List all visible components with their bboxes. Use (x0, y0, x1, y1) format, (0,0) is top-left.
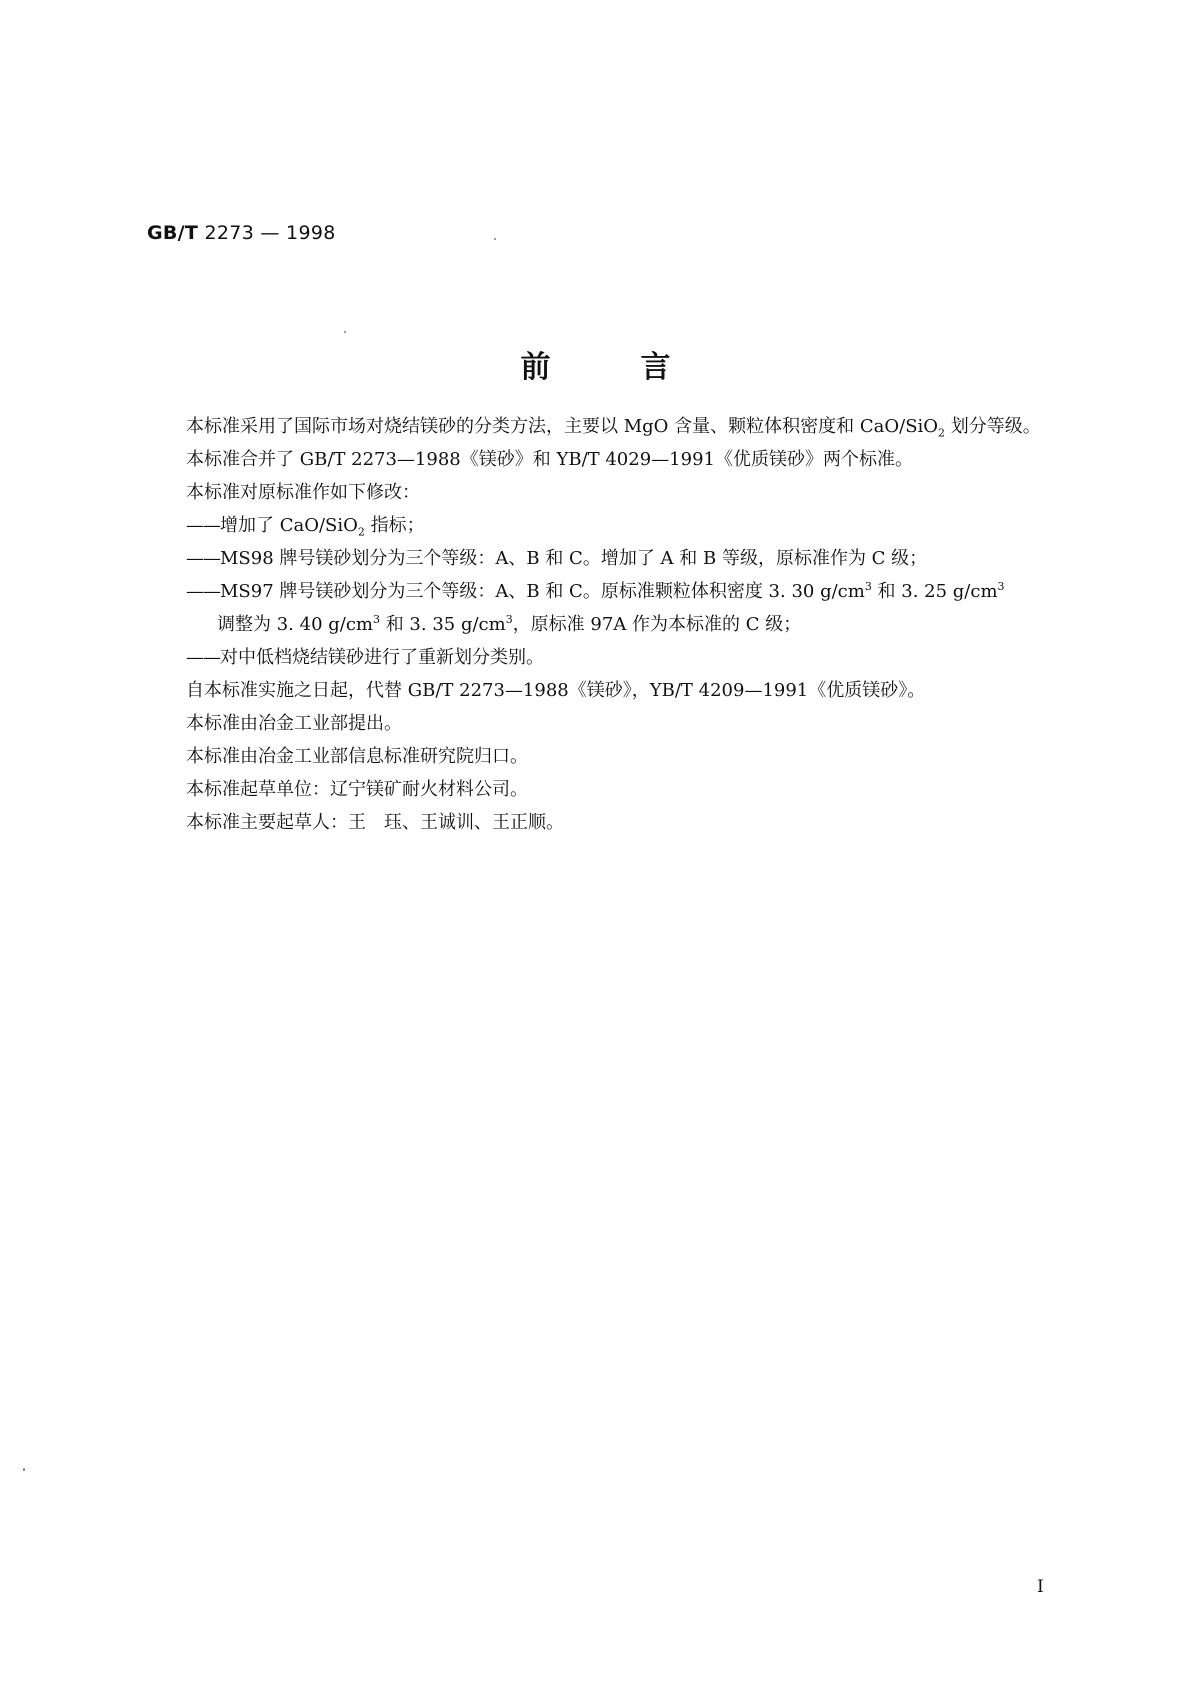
list-item-text: ，原标准 97A 作为本标准的 C 级； (512, 614, 802, 635)
list-item (148, 575, 1068, 608)
paragraph-merge: 本标准合并了 GB/T 2273—1988《镁砂》和 YB/T 4029—1991《优质镁砂》两个标准。 (186, 449, 913, 470)
list-item-text: MS97 牌号镁砂划分为三个等级：A、B 和 C。原标准颗粒体积密度 3. 30 g/cm (220, 581, 865, 602)
standard-code (147, 222, 336, 244)
subscript: 2 (357, 525, 365, 539)
list-item-text: 指标； (364, 515, 425, 536)
em-dash: —— (186, 548, 220, 569)
scan-speck (344, 331, 346, 333)
foreword-body (148, 410, 1068, 839)
paragraph-replacement: 自本标准实施之日起，代替 GB/T 2273—1988《镁砂》，YB/T 4209—1991《优质镁砂》。 (186, 680, 926, 701)
list-item-text: 和 3. 35 g/cm (379, 614, 506, 635)
list-item (148, 542, 1068, 575)
list-item-continuation (148, 608, 1068, 641)
scan-speck (494, 238, 496, 240)
em-dash: —— (186, 647, 220, 668)
subscript: 2 (938, 426, 946, 440)
paragraph-text: 划分等级。 (945, 416, 1041, 437)
paragraph-text: 本标准采用了国际市场对烧结镁砂的分类方法，主要以 MgO 含量、颗粒体积密度和 CaO/SiO (186, 416, 939, 437)
list-item (148, 509, 1068, 542)
em-dash: —— (186, 581, 220, 602)
paragraph-classification (148, 410, 1068, 443)
scan-speck (23, 1468, 25, 1471)
page-number: I (1037, 1577, 1044, 1597)
paragraph-administrator: 本标准由冶金工业部信息标准研究院归口。 (186, 746, 528, 767)
list-item-text: 和 3. 25 g/cm (871, 581, 998, 602)
superscript: 3 (505, 613, 513, 626)
page-title: 前言 (520, 350, 761, 385)
superscript: 3 (864, 580, 872, 593)
superscript: 3 (372, 613, 380, 626)
superscript: 3 (997, 580, 1005, 593)
list-item-text: 调整为 3. 40 g/cm (217, 614, 373, 635)
paragraph-drafting-unit: 本标准起草单位：辽宁镁矿耐火材料公司。 (186, 779, 528, 800)
paragraph-proposer: 本标准由冶金工业部提出。 (186, 713, 402, 734)
standard-prefix: GB/T (147, 222, 199, 244)
paragraph-changes-intro: 本标准对原标准作如下修改： (186, 482, 420, 503)
list-item-text: 增加了 CaO/SiO (220, 515, 358, 536)
paragraph-drafters: 本标准主要起草人：王 珏、王诚训、王正顺。 (186, 812, 564, 833)
standard-number: 2273 — 1998 (198, 222, 336, 244)
list-item-text: MS98 牌号镁砂划分为三个等级：A、B 和 C。增加了 A 和 B 等级，原标准作为 C 级； (220, 548, 928, 569)
list-item (148, 641, 1068, 674)
em-dash: —— (186, 515, 220, 536)
list-item-text: 对中低档烧结镁砂进行了重新划分类别。 (220, 647, 544, 668)
